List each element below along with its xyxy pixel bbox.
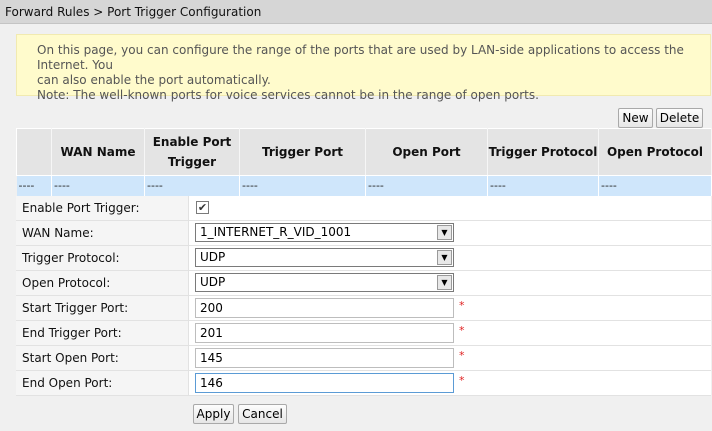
value-cell — [188, 321, 711, 345]
value-cell — [188, 371, 711, 395]
header-trigger-protocol: Trigger Protocol — [488, 129, 599, 176]
table-header-row — [17, 129, 712, 176]
header-trigger-port: Trigger Port — [240, 129, 366, 176]
start-open-port-input[interactable] — [195, 348, 454, 368]
form-row-trigger-protocol — [16, 246, 711, 271]
end-open-port-input[interactable] — [195, 373, 454, 393]
open-protocol-select[interactable] — [195, 273, 454, 292]
header-select — [17, 129, 52, 176]
trigger-protocol-value: UDP — [200, 250, 226, 264]
port-trigger-form — [16, 196, 711, 396]
value-cell — [188, 221, 711, 245]
main-content — [0, 24, 712, 431]
required-mark: * — [459, 299, 465, 312]
form-row-wan — [16, 221, 711, 246]
value-cell — [188, 346, 711, 370]
port-trigger-table — [16, 128, 712, 196]
value-cell — [188, 246, 711, 270]
start-open-port-label: Start Open Port: — [22, 351, 119, 365]
required-mark: * — [459, 374, 465, 387]
end-trigger-port-input[interactable] — [195, 323, 454, 343]
form-row-enable — [16, 196, 711, 221]
start-trigger-port-label: Start Trigger Port: — [22, 301, 129, 315]
form-row-open-protocol — [16, 271, 711, 296]
table-cell: ---- — [488, 176, 599, 196]
start-trigger-port-input[interactable] — [195, 298, 454, 318]
table-row[interactable] — [17, 176, 712, 196]
wan-name-select[interactable] — [195, 223, 454, 242]
table-cell: ---- — [17, 176, 52, 196]
required-mark: * — [459, 349, 465, 362]
apply-button[interactable]: Apply — [193, 404, 234, 424]
header-wan-name: WAN Name — [52, 129, 145, 176]
info-line-2: can also enable the port automatically. — [37, 73, 271, 87]
trigger-protocol-label: Trigger Protocol: — [22, 251, 120, 265]
header-open-protocol: Open Protocol — [599, 129, 712, 176]
enable-port-trigger-label: Enable Port Trigger: — [22, 201, 140, 215]
trigger-protocol-select[interactable] — [195, 248, 454, 267]
cancel-button[interactable]: Cancel — [238, 404, 287, 424]
enable-port-trigger-checkbox[interactable]: ✔ — [197, 201, 208, 214]
info-box — [16, 34, 711, 102]
form-row-start-open — [16, 346, 711, 371]
new-button[interactable]: New — [618, 108, 653, 128]
chevron-down-icon[interactable]: ▼ — [437, 225, 452, 240]
table-cell: ---- — [366, 176, 488, 196]
value-cell — [188, 296, 711, 320]
wan-name-value: 1_INTERNET_R_VID_1001 — [200, 225, 352, 239]
info-line-3: Note: The well-known ports for voice services cannot be in the range of open ports. — [37, 88, 539, 102]
chevron-down-icon[interactable]: ▼ — [437, 275, 452, 290]
required-mark: * — [459, 324, 465, 337]
header-open-port: Open Port — [366, 129, 488, 176]
value-cell — [188, 271, 711, 295]
open-protocol-value: UDP — [200, 275, 226, 289]
form-row-end-trigger — [16, 321, 711, 346]
breadcrumb: Forward Rules > Port Trigger Configuration — [0, 0, 712, 24]
form-row-end-open — [16, 371, 711, 396]
wan-name-label: WAN Name: — [22, 226, 94, 240]
table-cell: ---- — [599, 176, 712, 196]
delete-button[interactable]: Delete — [656, 108, 703, 128]
open-protocol-label: Open Protocol: — [22, 276, 111, 290]
table-cell: ---- — [145, 176, 240, 196]
end-open-port-label: End Open Port: — [22, 376, 113, 390]
form-row-start-trigger — [16, 296, 711, 321]
table-cell: ---- — [240, 176, 366, 196]
value-cell — [188, 196, 711, 220]
header-enable-port-trigger: Enable Port Trigger — [145, 129, 240, 176]
info-line-1: On this page, you can configure the range of the ports that are used by LAN-side applications to access the Internet. You — [37, 43, 684, 72]
end-trigger-port-label: End Trigger Port: — [22, 326, 122, 340]
table-cell: ---- — [52, 176, 145, 196]
form-actions — [16, 398, 711, 431]
chevron-down-icon[interactable]: ▼ — [437, 250, 452, 265]
